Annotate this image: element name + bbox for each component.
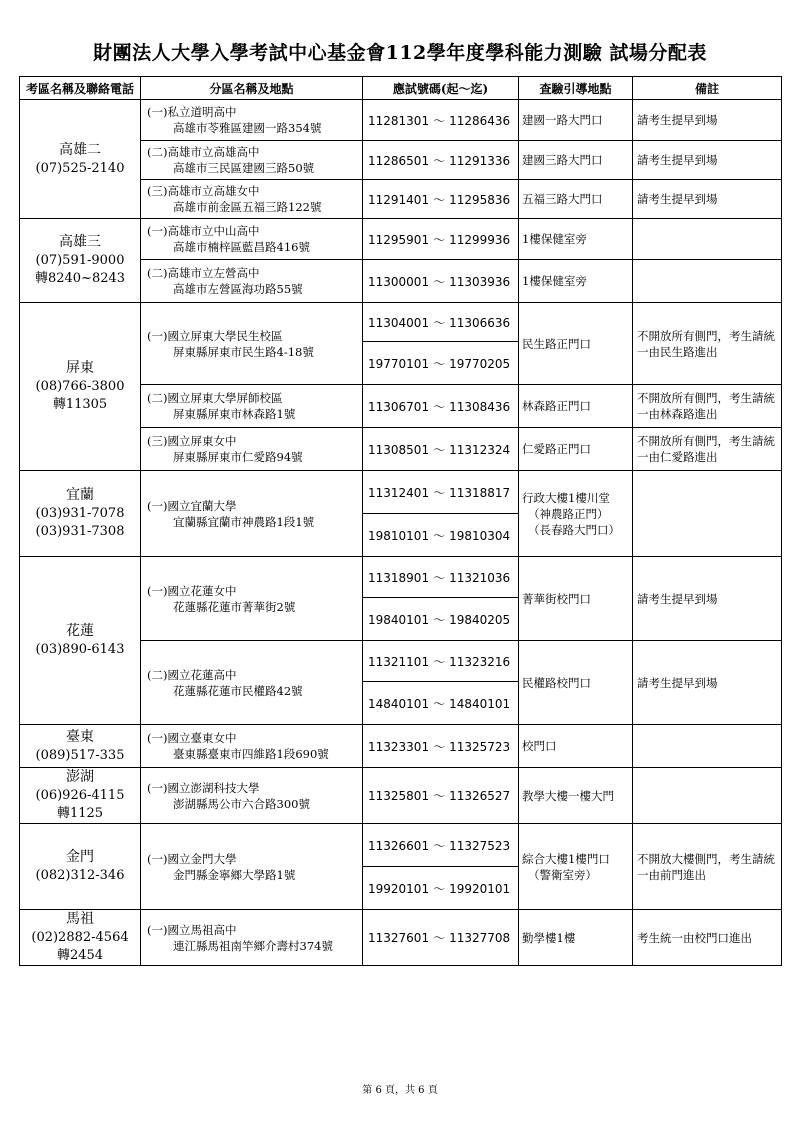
range-tilde: ～ bbox=[433, 931, 446, 945]
guide-location: 民生路正門口 bbox=[522, 336, 591, 351]
range-end: 11327708 bbox=[449, 931, 511, 945]
site-address: 高雄市左營區海功路55號 bbox=[173, 282, 303, 296]
range-end: 11295836 bbox=[449, 192, 511, 207]
range-tilde: ～ bbox=[433, 739, 446, 754]
range-start: 11308501 bbox=[368, 442, 430, 457]
range-start: 19920101 bbox=[368, 881, 430, 896]
guide-location-detail: （長春路大門口） bbox=[528, 522, 620, 537]
guide-location-cell bbox=[519, 641, 633, 725]
table-row bbox=[20, 303, 782, 342]
site-cell bbox=[141, 910, 363, 966]
number-range-cell bbox=[363, 682, 519, 725]
range-end: 11299936 bbox=[449, 232, 511, 247]
range-start: 19840101 bbox=[368, 612, 430, 627]
note-cell bbox=[633, 219, 782, 260]
area-cell bbox=[20, 100, 141, 219]
area-phone: (07)591-9000 bbox=[35, 253, 125, 268]
header-note: 備註 bbox=[633, 77, 782, 100]
area-cell bbox=[20, 303, 141, 471]
range-end: 14840101 bbox=[449, 696, 511, 711]
site-cell bbox=[141, 260, 363, 303]
guide-location-cell bbox=[519, 428, 633, 471]
area-phone: (03)931-7078 bbox=[35, 506, 125, 521]
range-end: 11303936 bbox=[449, 274, 511, 289]
site-address: 高雄市楠梓區藍昌路416號 bbox=[173, 240, 310, 254]
note-cell: 請考生提早到場 bbox=[633, 180, 782, 219]
site-cell bbox=[141, 141, 363, 180]
note-cell: 請考生提早到場 bbox=[633, 557, 782, 641]
guide-location: 菁華街校門口 bbox=[522, 591, 591, 606]
range-start: 11312401 bbox=[368, 485, 430, 500]
site-name: (二)國立屏東大學屏師校區 bbox=[147, 391, 283, 405]
range-tilde: ～ bbox=[433, 789, 446, 803]
note-cell: 不開放所有側門，考生請統一由林森路進出 bbox=[633, 385, 782, 428]
site-cell bbox=[141, 557, 363, 641]
range-start: 11327601 bbox=[368, 931, 430, 945]
range-start: 11325801 bbox=[368, 789, 430, 803]
guide-location-cell bbox=[519, 260, 633, 303]
site-name: (一)私立道明高中 bbox=[147, 105, 237, 119]
range-tilde: ～ bbox=[433, 654, 446, 669]
table-row bbox=[20, 910, 782, 966]
range-tilde: ～ bbox=[433, 485, 446, 500]
header-number-range: 應試號碼(起～迄) bbox=[363, 77, 519, 100]
site-name: (一)國立馬祖高中 bbox=[147, 922, 237, 937]
range-end: 19920101 bbox=[449, 881, 511, 896]
site-cell bbox=[141, 471, 363, 557]
range-start: 11286501 bbox=[368, 153, 430, 168]
table-row bbox=[20, 100, 782, 141]
site-cell bbox=[141, 768, 363, 824]
area-cell bbox=[20, 824, 141, 910]
number-range-cell bbox=[363, 428, 519, 471]
guide-location-cell bbox=[519, 100, 633, 141]
range-end: 19810304 bbox=[449, 528, 511, 543]
site-address: 連江縣馬祖南竿鄉介壽村374號 bbox=[173, 938, 333, 953]
table-row bbox=[20, 725, 782, 768]
header-site: 分區名稱及地點 bbox=[141, 77, 363, 100]
site-name: (二)高雄市立高雄高中 bbox=[147, 145, 260, 159]
note-cell bbox=[633, 260, 782, 303]
number-range-cell bbox=[363, 867, 519, 910]
site-name: (一)高雄市立中山高中 bbox=[147, 224, 260, 238]
header-guide-location: 查驗引導地點 bbox=[519, 77, 633, 100]
range-tilde: ～ bbox=[433, 696, 446, 711]
area-phone: 轉8240~8243 bbox=[34, 271, 126, 286]
guide-location: 五福三路大門口 bbox=[522, 192, 603, 206]
note-cell: 請考生提早到場 bbox=[633, 641, 782, 725]
area-cell bbox=[20, 219, 141, 303]
guide-location-cell bbox=[519, 219, 633, 260]
area-name: 高雄二 bbox=[59, 141, 101, 158]
range-end: 11306636 bbox=[449, 315, 511, 330]
number-range-cell bbox=[363, 725, 519, 768]
range-tilde: ～ bbox=[433, 570, 446, 585]
guide-location: 綜合大樓1樓門口 bbox=[522, 851, 610, 866]
header-area: 考區名稱及聯絡電話 bbox=[20, 77, 141, 100]
range-end: 11326527 bbox=[449, 789, 511, 803]
area-name: 金門 bbox=[66, 849, 94, 865]
guide-location: 教學大樓一樓大門 bbox=[522, 788, 614, 803]
area-name: 澎湖 bbox=[66, 769, 94, 785]
guide-location-cell bbox=[519, 725, 633, 768]
range-tilde: ～ bbox=[433, 153, 446, 168]
site-cell bbox=[141, 180, 363, 219]
number-range-cell bbox=[363, 219, 519, 260]
note-cell: 不開放所有側門，考生請統一由仁愛路進出 bbox=[633, 428, 782, 471]
range-tilde: ～ bbox=[433, 192, 446, 207]
site-address: 高雄市苓雅區建國一路354號 bbox=[173, 121, 322, 135]
site-address: 屏東縣屏東市林森路1號 bbox=[173, 407, 296, 421]
area-name: 高雄三 bbox=[59, 234, 101, 250]
table-row bbox=[20, 219, 782, 260]
site-cell bbox=[141, 824, 363, 910]
guide-location-cell bbox=[519, 141, 633, 180]
site-address: 澎湖縣馬公市六合路300號 bbox=[173, 796, 310, 811]
area-name: 花蓮 bbox=[66, 623, 94, 639]
note-cell bbox=[633, 725, 782, 768]
area-cell bbox=[20, 471, 141, 557]
site-name: (一)國立宜蘭大學 bbox=[147, 498, 237, 513]
range-end: 11321036 bbox=[449, 570, 511, 585]
range-tilde: ～ bbox=[433, 356, 446, 371]
site-cell bbox=[141, 428, 363, 471]
range-end: 11325723 bbox=[449, 739, 511, 754]
exam-site-table bbox=[19, 76, 782, 966]
range-end: 11308436 bbox=[449, 399, 511, 414]
site-cell bbox=[141, 725, 363, 768]
area-cell bbox=[20, 725, 141, 768]
range-tilde: ～ bbox=[433, 113, 446, 128]
site-address: 花蓮縣花蓮市民權路42號 bbox=[173, 683, 303, 698]
site-name: (三)高雄市立高雄女中 bbox=[147, 184, 260, 198]
range-tilde: ～ bbox=[433, 315, 446, 330]
range-start: 11304001 bbox=[368, 315, 430, 330]
table-row bbox=[20, 824, 782, 867]
range-start: 19810101 bbox=[368, 528, 430, 543]
area-name: 屏東 bbox=[66, 360, 94, 376]
number-range-cell bbox=[363, 471, 519, 514]
site-name: (一)國立金門大學 bbox=[147, 851, 237, 866]
site-cell bbox=[141, 385, 363, 428]
number-range-cell bbox=[363, 141, 519, 180]
range-tilde: ～ bbox=[433, 838, 446, 853]
site-cell bbox=[141, 303, 363, 385]
guide-location-cell bbox=[519, 768, 633, 824]
range-end: 19840205 bbox=[449, 612, 511, 627]
area-cell bbox=[20, 557, 141, 725]
site-name: (二)高雄市立左營高中 bbox=[147, 266, 260, 280]
area-name: 宜蘭 bbox=[66, 487, 94, 503]
guide-location-cell bbox=[519, 385, 633, 428]
site-address: 宜蘭縣宜蘭市神農路1段1號 bbox=[173, 514, 315, 529]
range-start: 11281301 bbox=[368, 113, 430, 128]
site-name: (一)國立澎湖科技大學 bbox=[147, 780, 260, 795]
number-range-cell bbox=[363, 514, 519, 557]
area-phone: (03)931-7308 bbox=[35, 524, 125, 539]
guide-location: 校門口 bbox=[522, 739, 557, 753]
site-cell bbox=[141, 100, 363, 141]
range-start: 11300001 bbox=[368, 274, 430, 289]
guide-location: 仁愛路正門口 bbox=[522, 442, 591, 456]
guide-location-detail: （神農路正門） bbox=[528, 506, 609, 521]
guide-location: 建國一路大門口 bbox=[522, 113, 603, 127]
number-range-cell bbox=[363, 557, 519, 598]
number-range-cell bbox=[363, 385, 519, 428]
range-end: 11286436 bbox=[449, 113, 511, 128]
range-start: 11291401 bbox=[368, 192, 430, 207]
site-name: (一)國立臺東女中 bbox=[147, 731, 237, 745]
range-start: 11326601 bbox=[368, 838, 430, 853]
range-start: 11306701 bbox=[368, 399, 430, 414]
guide-location: 1樓保健室旁 bbox=[522, 232, 587, 246]
range-end: 11323216 bbox=[449, 654, 511, 669]
note-cell: 請考生提早到場 bbox=[633, 100, 782, 141]
guide-location-detail: （警衛室旁） bbox=[528, 867, 597, 882]
range-tilde: ～ bbox=[433, 442, 446, 457]
range-tilde: ～ bbox=[433, 612, 446, 627]
number-range-cell bbox=[363, 598, 519, 641]
note-cell: 請考生提早到場 bbox=[633, 141, 782, 180]
number-range-cell bbox=[363, 180, 519, 219]
area-cell bbox=[20, 768, 141, 824]
area-name: 馬祖 bbox=[66, 911, 94, 927]
site-address: 屏東縣屏東市仁愛路94號 bbox=[173, 450, 303, 464]
area-name: 臺東 bbox=[66, 728, 94, 745]
guide-location: 1樓保健室旁 bbox=[522, 274, 587, 288]
note-cell bbox=[633, 768, 782, 824]
number-range-cell bbox=[363, 303, 519, 342]
table-row bbox=[20, 557, 782, 598]
note-cell: 考生統一由校門口進出 bbox=[633, 910, 782, 966]
site-address: 花蓮縣花蓮市菁華街2號 bbox=[173, 599, 296, 614]
range-end: 11312324 bbox=[449, 442, 511, 457]
guide-location-cell bbox=[519, 910, 633, 966]
range-tilde: ～ bbox=[433, 399, 446, 414]
note-cell: 不開放大樓側門，考生請統一由前門進出 bbox=[633, 824, 782, 910]
guide-location-cell bbox=[519, 471, 633, 557]
range-end: 11327523 bbox=[449, 838, 511, 853]
area-phone: (082)312-346 bbox=[35, 868, 125, 883]
range-start: 11318901 bbox=[368, 570, 430, 585]
table-row bbox=[20, 768, 782, 824]
number-range-cell bbox=[363, 910, 519, 966]
guide-location-cell bbox=[519, 824, 633, 910]
note-cell bbox=[633, 471, 782, 557]
page-number: 第 6 頁，共 6 頁 bbox=[362, 1085, 438, 1096]
site-address: 臺東縣臺東市四維路1段690號 bbox=[173, 747, 329, 761]
area-phone: (07)525-2140 bbox=[35, 160, 125, 176]
guide-location: 民權路校門口 bbox=[522, 675, 591, 690]
document-title: 財團法人大學入學考試中心基金會112學年度學科能力測驗 試場分配表 bbox=[93, 42, 707, 64]
area-phone: (02)2882-4564 bbox=[31, 930, 129, 945]
note-cell: 不開放所有側門，考生請統一由民生路進出 bbox=[633, 303, 782, 385]
guide-location-cell bbox=[519, 303, 633, 385]
area-phone: (06)926-4115 bbox=[35, 788, 125, 803]
site-name: (二)國立花蓮高中 bbox=[147, 667, 237, 682]
guide-location: 勤學樓1樓 bbox=[522, 930, 576, 945]
range-start: 11321101 bbox=[368, 654, 430, 669]
site-address: 高雄市三民區建國三路50號 bbox=[173, 161, 315, 175]
range-start: 19770101 bbox=[368, 356, 430, 371]
number-range-cell bbox=[363, 768, 519, 824]
range-tilde: ～ bbox=[433, 881, 446, 896]
range-end: 19770205 bbox=[449, 356, 511, 371]
range-end: 11318817 bbox=[449, 485, 511, 500]
range-tilde: ～ bbox=[433, 232, 446, 247]
number-range-cell bbox=[363, 260, 519, 303]
number-range-cell bbox=[363, 824, 519, 867]
table-header-row bbox=[20, 77, 782, 100]
table-row bbox=[20, 471, 782, 514]
guide-location: 建國三路大門口 bbox=[522, 153, 603, 167]
range-tilde: ～ bbox=[433, 528, 446, 543]
area-phone: (08)766-3800 bbox=[35, 379, 125, 394]
range-start: 11323301 bbox=[368, 739, 430, 754]
site-cell bbox=[141, 219, 363, 260]
area-phone: 轉1125 bbox=[56, 806, 104, 821]
number-range-cell bbox=[363, 100, 519, 141]
area-phone: (03)890-6143 bbox=[35, 642, 125, 657]
guide-location-cell bbox=[519, 180, 633, 219]
site-address: 屏東縣屏東市民生路4-18號 bbox=[173, 344, 314, 359]
range-start: 14840101 bbox=[368, 696, 430, 711]
site-cell bbox=[141, 641, 363, 725]
range-end: 11291336 bbox=[449, 153, 511, 168]
site-address: 金門縣金寧鄉大學路1號 bbox=[173, 867, 296, 882]
area-phone: 轉2454 bbox=[56, 948, 104, 963]
area-cell bbox=[20, 910, 141, 966]
guide-location-cell bbox=[519, 557, 633, 641]
site-address: 高雄市前金區五福三路122號 bbox=[173, 200, 322, 214]
guide-location: 行政大樓1樓川堂 bbox=[522, 490, 610, 505]
range-tilde: ～ bbox=[433, 274, 446, 289]
number-range-cell bbox=[363, 342, 519, 385]
area-phone: (089)517-335 bbox=[35, 747, 125, 763]
guide-location: 林森路正門口 bbox=[522, 399, 591, 413]
site-name: (一)國立花蓮女中 bbox=[147, 583, 237, 598]
number-range-cell bbox=[363, 641, 519, 682]
area-phone: 轉11305 bbox=[52, 397, 108, 412]
site-name: (一)國立屏東大學民生校區 bbox=[147, 328, 283, 343]
range-start: 11295901 bbox=[368, 232, 430, 247]
site-name: (三)國立屏東女中 bbox=[147, 434, 237, 448]
